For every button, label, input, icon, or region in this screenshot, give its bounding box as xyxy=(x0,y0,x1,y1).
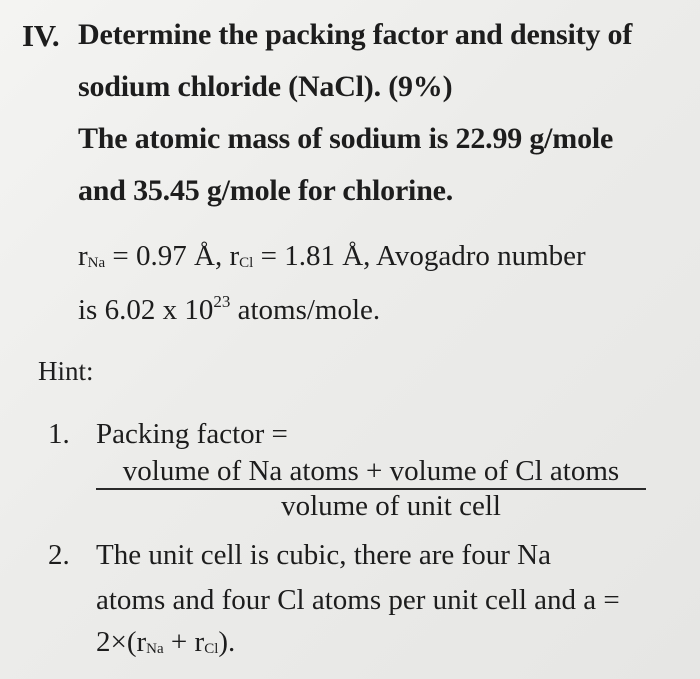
cl-radius-value: = 1.81 Å, Avogadro number xyxy=(253,240,586,272)
na-subscript: Na xyxy=(146,641,164,657)
question-line-1: Determine the packing factor and density of xyxy=(78,18,633,51)
question-line-2: sodium chloride (NaCl). (9%) xyxy=(78,70,453,103)
hint-label: Hint: xyxy=(38,356,94,386)
cl-subscript: Cl xyxy=(204,641,219,657)
hint-item-2-line-2: atoms and four Cl atoms per unit cell and a = xyxy=(96,584,620,616)
avogadro-exponent: 23 xyxy=(213,292,231,311)
formula-prefix: 2×(r xyxy=(96,626,147,658)
formula-suffix: ). xyxy=(218,626,236,658)
packing-factor-label: Packing factor = xyxy=(96,418,288,450)
r-symbol: r xyxy=(78,240,88,272)
hint-item-2-line-1: The unit cell is cubic, there are four Na xyxy=(96,539,551,571)
avogadro-prefix: is 6.02 x 10 xyxy=(78,294,214,326)
fraction-denominator: volume of unit cell xyxy=(281,490,501,522)
question-number: IV. xyxy=(22,18,60,53)
formula-plus: + r xyxy=(163,626,205,658)
hint-item-2-line-3 xyxy=(96,626,235,659)
radii-line xyxy=(78,240,586,273)
fraction-numerator: volume of Na atoms + volume of Cl atoms xyxy=(122,455,620,487)
na-radius-value: = 0.97 Å, xyxy=(105,240,230,272)
avogadro-line xyxy=(78,292,380,327)
cl-subscript: Cl xyxy=(239,255,254,271)
question-line-3: The atomic mass of sodium is 22.99 g/mole xyxy=(78,122,614,155)
packing-factor-fraction xyxy=(96,455,646,523)
hint-item-2-number: 2. xyxy=(48,539,70,571)
r-symbol: r xyxy=(229,240,240,272)
hint-item-1-number: 1. xyxy=(48,418,70,450)
na-subscript: Na xyxy=(87,255,106,271)
avogadro-suffix: atoms/mole. xyxy=(230,294,381,326)
question-line-4: and 35.45 g/mole for chlorine. xyxy=(78,174,454,207)
